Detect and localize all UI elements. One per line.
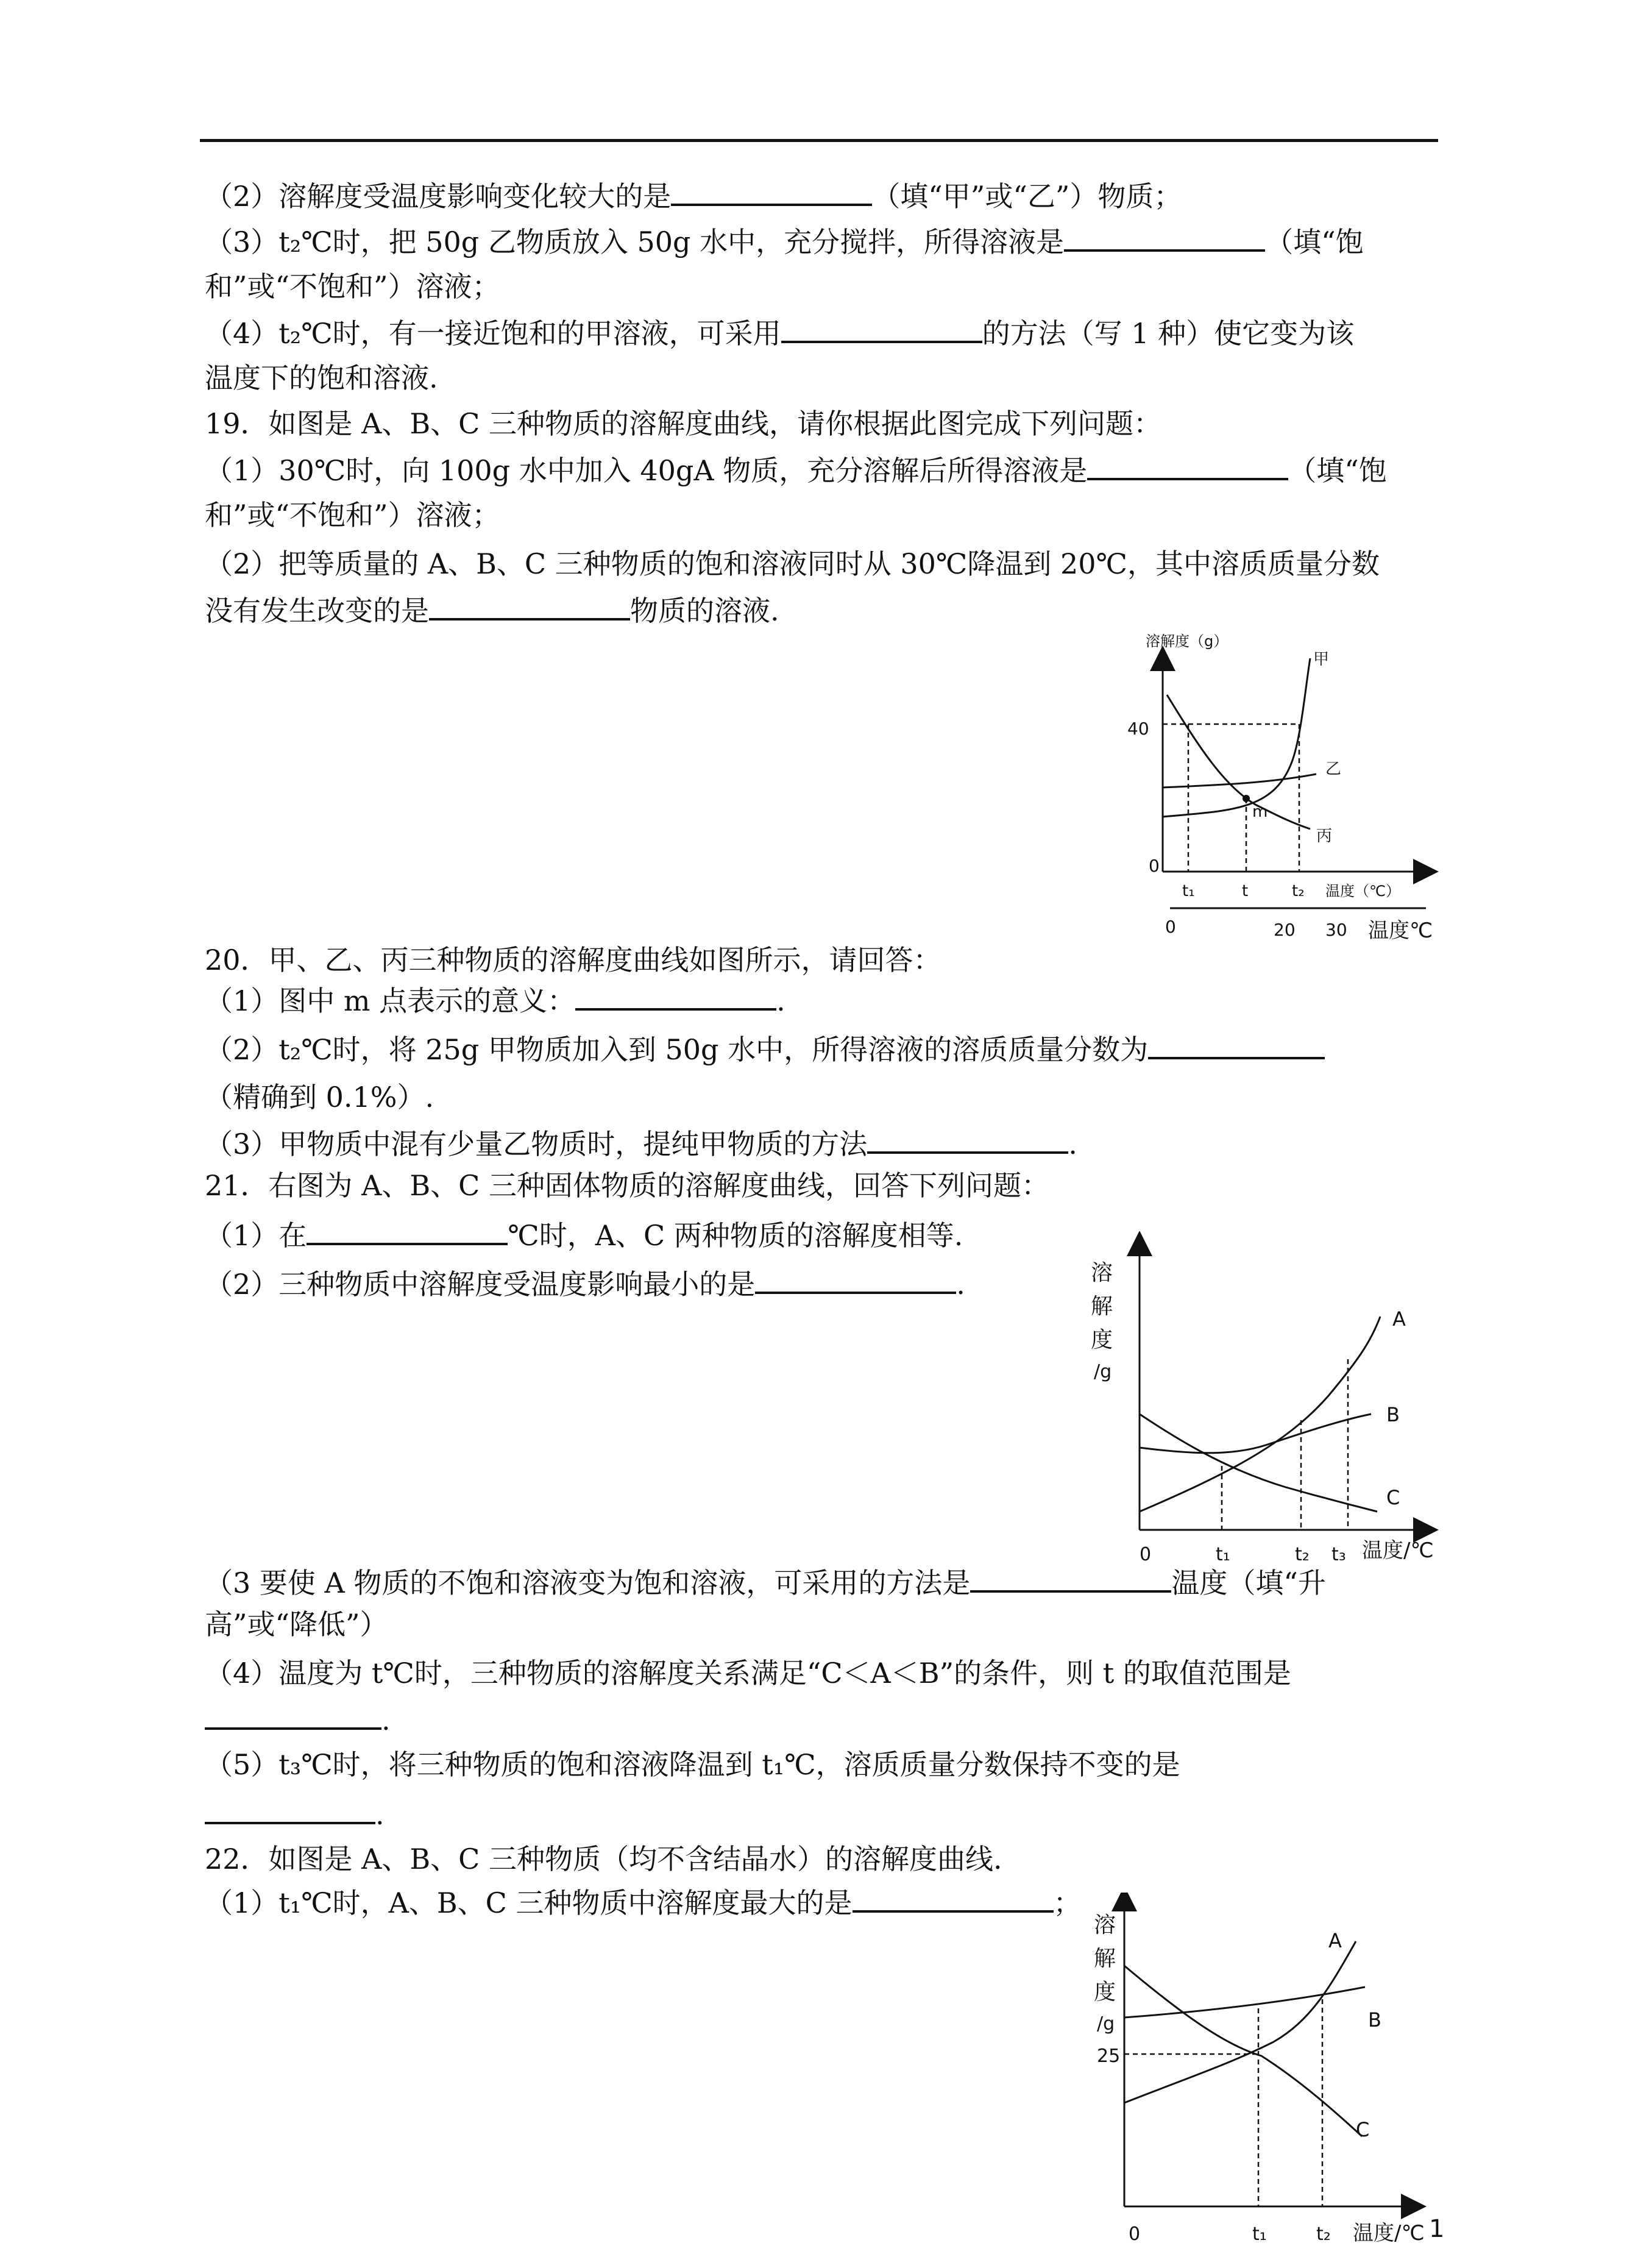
point-m — [1243, 795, 1250, 802]
text-line — [205, 1701, 391, 1738]
text-line — [205, 942, 941, 978]
curve-c — [1140, 1414, 1377, 1512]
curve-c-label: C — [1386, 1486, 1400, 1509]
text-line — [205, 1883, 1082, 1921]
tick-t2: t₂ — [1295, 1544, 1310, 1565]
line-text: （2）三种物质中溶解度受温度影响最小的是 — [205, 1268, 756, 1301]
text-line — [205, 1030, 1325, 1068]
solubility-chart-abc-21 — [1085, 1231, 1450, 1579]
y-label-2: 解 — [1094, 1946, 1116, 1971]
text-line — [205, 1216, 963, 1254]
origin-label: 0 — [1129, 2224, 1141, 2245]
text-line — [205, 1167, 1049, 1204]
line-text: （5）t₃℃时，将三种物质的饱和溶液降温到 t₁℃，溶质质量分数保持不变的是 — [205, 1748, 1180, 1781]
text-line — [205, 314, 1354, 352]
line-text: 高”或“降低”） — [205, 1608, 388, 1641]
curve-a-label: A — [1392, 1307, 1406, 1331]
text-line — [205, 591, 779, 629]
y-tick-40: 40 — [1127, 719, 1149, 739]
text-line — [205, 268, 500, 305]
curve-b-label: B — [1368, 2008, 1381, 2032]
line-text: （2）把等质量的 A、B、C 三种物质的饱和溶液同时从 30℃降温到 20℃，其中溶质质量分数 — [205, 547, 1380, 580]
y-label-2: 解 — [1091, 1294, 1113, 1319]
tick-t2: t₂ — [1316, 2224, 1331, 2245]
line-text: 19．如图是 A、B、C 三种物质的溶解度曲线，请你根据此图完成下列问题： — [205, 407, 1161, 440]
line-text: （填“饱 — [1265, 226, 1364, 258]
tick-t: t — [1242, 882, 1249, 900]
line-text: 20．甲、乙、丙三种物质的溶解度曲线如图所示，请回答： — [205, 944, 941, 976]
curve-jia-label: 甲 — [1313, 650, 1330, 669]
answer-blank[interactable] — [755, 1265, 956, 1294]
line-text: （2）溶解度受温度影响变化较大的是 — [205, 180, 672, 213]
line-text: 的方法（写 1 种）使它变为该 — [982, 317, 1355, 350]
answer-blank[interactable] — [671, 177, 872, 206]
line-text: （精确到 0.1%）. — [205, 1081, 434, 1114]
text-line — [205, 222, 1364, 260]
line-text: 没有发生改变的是 — [205, 594, 429, 627]
text-line — [205, 1841, 1002, 1877]
line-text: （1）在 — [205, 1219, 307, 1252]
line-text: （填“饱 — [1288, 454, 1387, 487]
text-line — [205, 177, 1182, 215]
y-label-1: 溶 — [1091, 1260, 1113, 1285]
line-text: . — [381, 1704, 391, 1737]
y-axis-label: 溶解度（g） — [1146, 633, 1228, 650]
answer-blank[interactable] — [781, 314, 982, 343]
curve-b — [1124, 1987, 1365, 2017]
line-text: . — [776, 984, 785, 1017]
text-line — [205, 360, 438, 396]
y-label-4: /g — [1097, 2013, 1115, 2035]
origin-label: 0 — [1140, 1544, 1152, 1565]
line-text: （1）图中 m 点表示的意义： — [205, 984, 576, 1017]
line-text: . — [375, 1798, 385, 1831]
curve-b — [1140, 1414, 1371, 1453]
x-axis-label: 温度/℃ — [1353, 2221, 1425, 2245]
line-text: ； — [1053, 1886, 1082, 1919]
answer-blank[interactable] — [205, 1701, 381, 1730]
line-text: （4）温度为 t℃时，三种物质的溶解度关系满足“C＜A＜B”的条件，则 t 的取值范围是 — [205, 1657, 1291, 1690]
line-text: 22．如图是 A、B、C 三种物质（均不含结晶水）的溶解度曲线. — [205, 1843, 1002, 1875]
answer-blank[interactable] — [429, 591, 630, 620]
tick-t1: t₁ — [1216, 1544, 1230, 1565]
line-text: （填“甲”或“乙”）物质； — [872, 180, 1182, 213]
top-rule — [200, 139, 1438, 142]
text-line — [205, 497, 500, 533]
curve-a — [1140, 1317, 1380, 1512]
x-axis-label-lower: 温度℃ — [1368, 919, 1433, 943]
line-text: . — [956, 1268, 965, 1301]
line-text: 和”或“不饱和”）溶液； — [205, 270, 500, 303]
curve-bing-label: 丙 — [1316, 827, 1333, 845]
answer-blank[interactable] — [307, 1216, 508, 1245]
text-line — [205, 1125, 1077, 1162]
lower-tick-0: 0 — [1165, 917, 1176, 937]
answer-blank[interactable] — [1148, 1030, 1325, 1059]
solubility-chart-abc-22 — [1085, 1893, 1450, 2264]
text-line — [205, 1795, 385, 1833]
x-axis-label: 温度/℃ — [1362, 1538, 1434, 1563]
line-text: 21．右图为 A、B、C 三种固体物质的溶解度曲线，回答下列问题： — [205, 1169, 1049, 1202]
line-text: ℃时，A、C 两种物质的溶解度相等. — [508, 1219, 963, 1252]
line-text: （1）t₁℃时，A、B、C 三种物质中溶解度最大的是 — [205, 1886, 853, 1919]
y-label-1: 溶 — [1094, 1913, 1116, 1938]
answer-blank[interactable] — [575, 981, 776, 1011]
y-label-3: 度 — [1094, 1980, 1116, 2005]
y-tick-25: 25 — [1097, 2046, 1121, 2067]
text-line — [205, 1606, 388, 1643]
text-line — [205, 1655, 1291, 1691]
line-text: 物质的溶液. — [630, 594, 779, 627]
line-text: （1）30℃时，向 100g 水中加入 40gA 物质，充分溶解后所得溶液是 — [205, 454, 1088, 487]
point-m-label: m — [1252, 803, 1268, 821]
curve-c-label: C — [1356, 2118, 1370, 2141]
curve-jia — [1163, 658, 1310, 817]
text-line — [205, 1265, 965, 1303]
answer-blank[interactable] — [205, 1795, 375, 1824]
origin-label: 0 — [1149, 856, 1160, 876]
text-line — [205, 405, 1161, 442]
x-axis-label-upper: 温度（℃） — [1325, 883, 1400, 900]
curve-yi — [1163, 774, 1316, 787]
text-line — [205, 546, 1380, 582]
line-text: （3）甲物质中混有少量乙物质时，提纯甲物质的方法 — [205, 1128, 868, 1161]
text-line — [205, 1746, 1180, 1783]
line-text: （4）t₂℃时，有一接近饱和的甲溶液，可采用 — [205, 317, 781, 350]
line-text: （2）t₂℃时，将 25g 甲物质加入到 50g 水中，所得溶液的溶质质量分数为 — [205, 1033, 1149, 1066]
line-text: . — [1068, 1128, 1077, 1161]
answer-blank[interactable] — [853, 1883, 1054, 1913]
curve-a-label: A — [1328, 1929, 1342, 1952]
line-text: 温度（填“升 — [1171, 1566, 1326, 1599]
tick-t3: t₃ — [1331, 1544, 1346, 1565]
solubility-chart-jia-yi-bing — [1109, 628, 1450, 945]
curve-a — [1124, 1941, 1356, 2103]
page-number: 1 — [1429, 2215, 1445, 2243]
curve-yi-label: 乙 — [1325, 760, 1342, 778]
answer-blank[interactable] — [1087, 451, 1288, 480]
answer-blank[interactable] — [1064, 222, 1265, 252]
answer-blank[interactable] — [867, 1125, 1068, 1154]
text-line — [205, 1079, 434, 1115]
lower-tick-30: 30 — [1325, 920, 1347, 940]
lower-tick-20: 20 — [1274, 920, 1296, 940]
line-text: 温度下的饱和溶液. — [205, 361, 438, 394]
tick-t2: t₂ — [1292, 882, 1305, 900]
tick-t1: t₁ — [1182, 882, 1195, 900]
line-text: 和”或“不饱和”）溶液； — [205, 499, 500, 531]
line-text: （3 要使 A 物质的不饱和溶液变为饱和溶液，可采用的方法是 — [205, 1566, 971, 1599]
y-label-3: 度 — [1091, 1328, 1113, 1353]
line-text: （3）t₂℃时，把 50g 乙物质放入 50g 水中，充分搅拌，所得溶液是 — [205, 226, 1065, 258]
text-line — [205, 451, 1387, 489]
tick-t1: t₁ — [1252, 2224, 1267, 2245]
y-label-4: /g — [1094, 1361, 1112, 1382]
text-line — [205, 981, 785, 1019]
curve-b-label: B — [1386, 1403, 1400, 1426]
